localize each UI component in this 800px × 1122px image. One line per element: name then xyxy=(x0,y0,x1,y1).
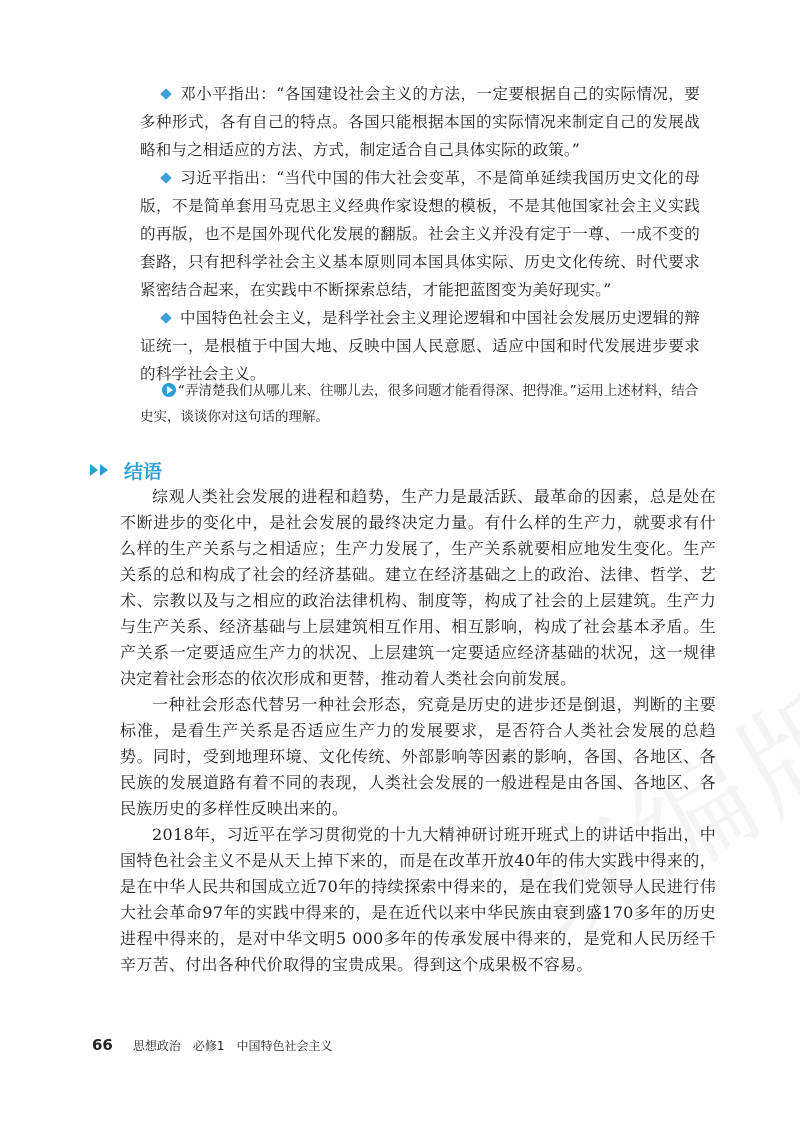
quote-text: 习近平指出：“当代中国的伟大社会变革，不是简单延续我国历史文化的母版，不是简单套用马克思主义经典作家设想的模板，不是其他国家社会主义实践的再版，也不是国外现代化发展的翻版。社会主义并没有定于一尊、一成不变的套路，只有把科学社会主义基本原则同本国具体实际、历史文化传统、时代要求紧密结合起来，在实践中不断探索总结，才能把蓝图变为美好现实。” xyxy=(140,169,700,299)
page-number: 66 xyxy=(92,1036,113,1054)
body-paragraph: 2018年，习近平在学习贯彻党的十九大精神研讨班开班式上的讲话中指出，中国特色社会主义不是从天上掉下来的，而是在改革开放40年的伟大实践中得来的，是在中华人民共和国成立近70年的持续探索中得来的，是在我们党领导人民进行伟大社会革命97年的实践中得来的，是在近代以来中华民族由衰到盛170多年的历史进程中得来的，是对中华文明5 000多年的传承发展中得来的，是党和人民历经千辛万苦、付出各种代价取得的宝贵成果。得到这个成果极不容易。 xyxy=(120,825,716,974)
section-title: 结语 xyxy=(124,460,163,483)
section-body xyxy=(120,484,716,978)
body-paragraph: 综观人类社会发展的进程和趋势，生产力是最活跃、最革命的因素，总是处在不断进步的变化中，是社会发展的最终决定力量。有什么样的生产力，就要求有什么样的生产关系与之相适应；生产力发展了，生产关系就要相应地发生变化。生产关系的总和构成了社会的经济基础。建立在经济基础之上的政治、法律、哲学、艺术、宗教以及与之相应的政治法律机构、制度等，构成了社会的上层建筑。生产力与生产关系、经济基础与上层建筑相互作用、相互影响，构成了社会基本矛盾。生产关系一定要适应生产力的状况、上层建筑一定要适应经济基础的状况，这一规律决定着社会形态的依次形成和更替，推动着人类社会向前发展。 xyxy=(120,487,716,688)
page-footer xyxy=(92,1036,333,1054)
question-text: “弄清楚我们从哪儿来、往哪儿去，很多问题才能看得深、把得准。”运用上述材料，结合史实，谈谈你对这句话的理解。 xyxy=(140,383,699,425)
diamond-bullet-icon xyxy=(160,88,171,99)
quote-list xyxy=(140,80,700,388)
section-heading xyxy=(90,456,162,484)
quote-item xyxy=(140,80,700,164)
quote-text: 邓小平指出：“各国建设社会主义的方法，一定要根据自己的实际情况，要多种形式，各有自己的特点。各国只能根据本国的实际情况来制定自己的发展战略和与之相适应的方法、方式，制定适合自己具体实际的政策。” xyxy=(140,85,700,159)
play-circle-icon xyxy=(162,383,176,397)
diamond-bullet-icon xyxy=(160,172,171,183)
discussion-question xyxy=(140,378,700,430)
diamond-bullet-icon xyxy=(160,312,171,323)
book-title: 思想政治 必修1 中国特色社会主义 xyxy=(132,1039,333,1053)
quote-item xyxy=(140,304,700,388)
double-arrow-icon xyxy=(90,464,110,476)
quote-item xyxy=(140,164,700,304)
body-paragraph: 一种社会形态代替另一种社会形态，究竟是历史的进步还是倒退，判断的主要标准，是看生产关系是否适应生产力的发展要求，是否符合人类社会发展的总趋势。同时，受到地理环境、文化传统、外部影响等因素的影响，各国、各地区、各民族的发展道路有着不同的表现，人类社会发展的一般进程是由各国、各地区、各民族历史的多样性反映出来的。 xyxy=(120,695,716,818)
quote-text: 中国特色社会主义，是科学社会主义理论逻辑和中国社会发展历史逻辑的辩证统一，是根植于中国大地、反映中国人民意愿、适应中国和时代发展进步要求的科学社会主义。 xyxy=(140,309,700,383)
